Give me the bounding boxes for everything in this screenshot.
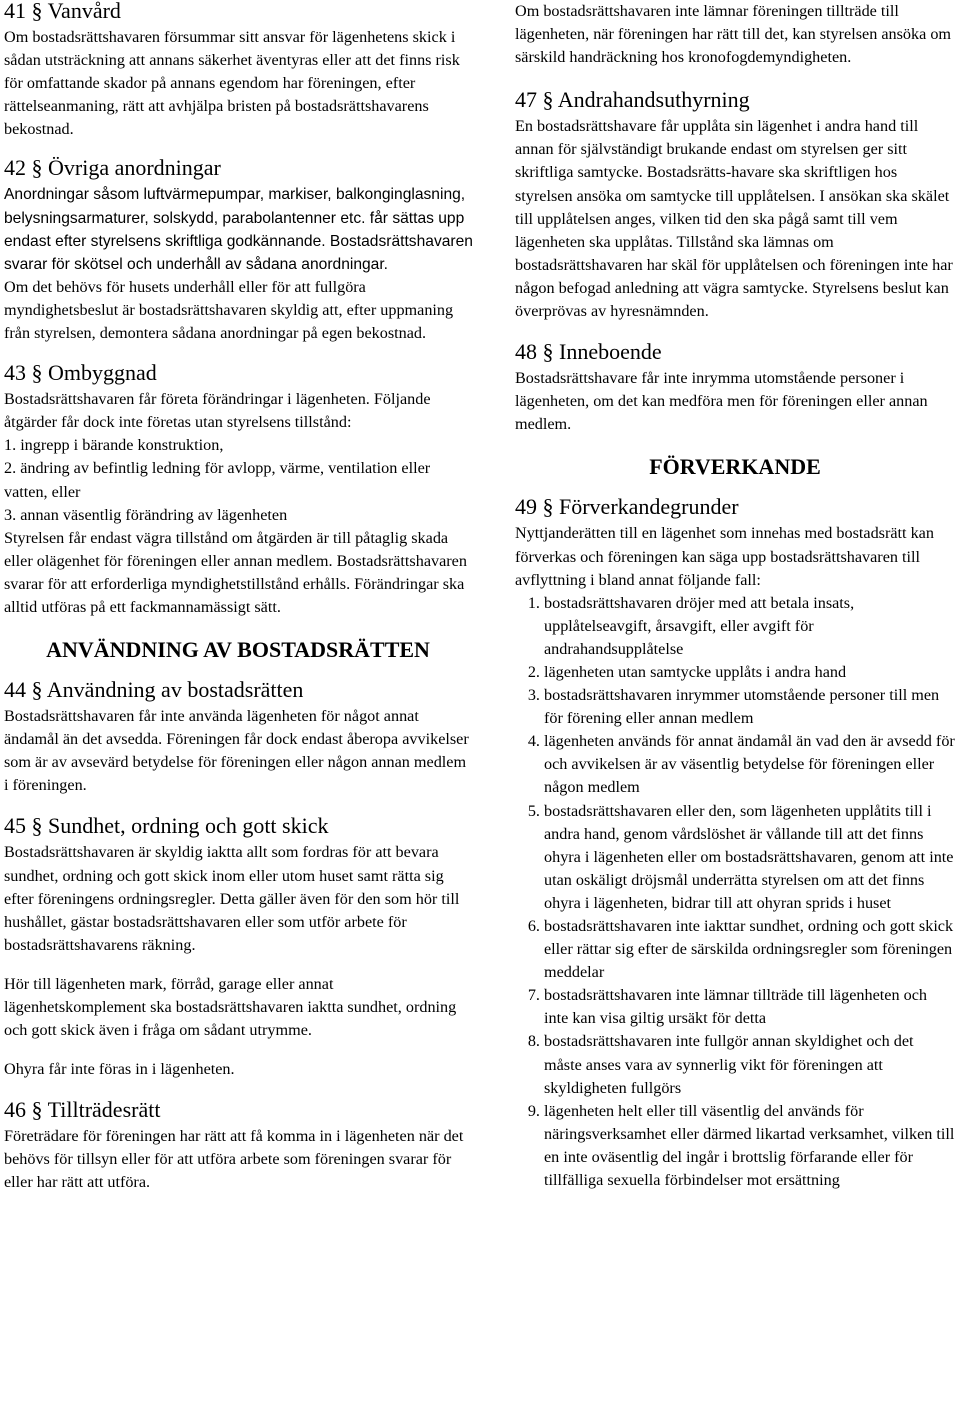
list-item: 1. ingrepp i bärande konstruktion, (4, 436, 224, 455)
part-heading: FÖRVERKANDE (649, 454, 821, 480)
list-item: 2. lägenheten utan samtycke upplåts i andra hand (544, 661, 955, 684)
section-text: Företrädare för föreningen har rätt att få komma in i lägenheten när det behövs för tillsyn eller för att utföra arbete som föreningen svarar för eller har rätt att utföra. (4, 1127, 464, 1192)
section-41 (4, 0, 474, 141)
list-item: 6. bostadsrättshavaren inte iakttar sundhet, ordning och gott skick eller rättar sig efter de särskilda ordningsregler som föreningen meddelar (544, 915, 955, 984)
list-item: 1. bostadsrättshavaren dröjer med att betala insats, upplåtelseavgift, årsavgift, eller avgift för andrahandsupplåtelse (544, 592, 955, 661)
list-item: 7. bostadsrättshavaren inte lämnar tillträde till lägenheten och inte kan visa giltig ursäkt för detta (544, 984, 955, 1030)
section-heading: 49 § Förverkandegrunder (515, 494, 739, 520)
left-column (4, 0, 474, 1195)
section-text: En bostadsrättshavare får upplåta sin lägenhet i andra hand till annan för självständigt brukande endast om styrelsen ger sitt skriftliga samtycke. Bostadsrätts-havare ska skriftligen hos styrelsen ansöka om samtycke till upplåtelsen. I ansökan ska skälet till upplåtelsen anges, vilken tid den ska pågå samt till vem lägenheten ska upplåtas. Tillstånd ska lämnas om bostadsrättshavaren har skäl för upplåtelsen och föreningen inte har någon befogad anledning att vägra samtycke. Styrelsens beslut kan överprövas av hyresnämnden. (515, 117, 953, 321)
section-heading: 41 § Vanvård (4, 0, 121, 23)
section-46 (4, 1097, 474, 1194)
forfeiture-list (515, 592, 955, 1192)
section-text: Bostadsrättshavaren får företa förändringar i lägenheten. Följande åtgärder får dock inte företas utan styrelsens tillstånd: (4, 390, 431, 432)
section-text: Ohyra får inte föras in i lägenheten. (4, 1060, 235, 1079)
list-item: 3. bostadsrättshavaren inrymmer utomstående personer till men för förening eller annan medlem (544, 684, 955, 730)
right-column (515, 0, 955, 1192)
section-text: Bostadsrättshavaren får inte använda lägenheten för något annat ändamål än det avsedda. Föreningen får dock endast åberopa avvikelser som är av avsevärd betydelse för föreningen eller någon annan medlem i föreningen. (4, 707, 469, 795)
section-heading: 47 § Andrahandsuthyrning (515, 87, 750, 113)
list-item: 2. ändring av befintlig ledning för avlopp, värme, ventilation eller vatten, eller (4, 459, 431, 501)
part-heading: ANVÄNDNING AV BOSTADSRÄTTEN (46, 637, 430, 663)
section-heading: 44 § Användning av bostadsrätten (4, 677, 304, 703)
section-heading: 45 § Sundhet, ordning och gott skick (4, 813, 329, 839)
section-48 (515, 339, 955, 436)
section-text: Styrelsen får endast vägra tillstånd om åtgärden är till påtaglig skada eller olägenhet för föreningen eller annan medlem. Bostadsrättshavaren svarar för att erforderliga myndighetstillstånd erhålls. Förändringar ska alltid utföras på ett fackmannamässigt sätt. (4, 528, 467, 616)
list-item: 5. bostadsrättshavaren eller den, som lägenheten upplåtits till i andra hand, genom vårdslöshet är vållande till att det finns ohyra i lägenheten eller om bostadsrättshavaren, genom att inte utan oskäligt dröjsmål underrätta styrelsen om att det finns ohyra i lägenheten, bidrar till att ohyran sprids i huset (544, 800, 955, 915)
section-47 (515, 87, 955, 323)
section-text: Om bostadsrättshavaren försummar sitt ansvar för lägenhetens skick i sådan utsträckning att annans säkerhet äventyras eller att det finns risk för omfattande skador på annans egendom har föreningen, efter rättelseanmaning, rätt att avhjälpa bristen på bostadsrättshavarens bekostnad. (4, 28, 460, 139)
section-45 (4, 813, 474, 1081)
section-text: Bostadsrättshavare får inte inrymma utomstående personer i lägenheten, om det kan medföra men för föreningen eller annan medlem. (515, 369, 928, 434)
section-heading: 48 § Inneboende (515, 339, 662, 365)
section-heading: 46 § Tillträdesrätt (4, 1097, 161, 1123)
list-item: 3. annan väsentlig förändring av lägenheten (4, 505, 288, 524)
section-text: Hör till lägenheten mark, förråd, garage eller annat lägenhetskomplement ska bostadsrättshavaren iaktta sundhet, ordning och gott skick även i fråga om sådant utrymme. (4, 974, 457, 1040)
section-heading: 42 § Övriga anordningar (4, 155, 221, 181)
section-text: Om det behövs för husets underhåll eller för att fullgöra myndighetsbeslut är bostadsrättshavaren skyldig att, efter uppmaning från styrelsen, demontera sådana anordningar på egen bekostnad. (4, 277, 454, 343)
section-49 (515, 494, 955, 1192)
section-text: Anordningar såsom luftvärmepumpar, markiser, balkonginglasning, belysningsarmaturer, solskydd, parabolantenner etc. får sättas upp endast efter styrelsens skriftliga godkännande. Bostadsrättshavaren svarar för skötsel och underhåll av sådana anordningar. (4, 186, 473, 273)
section-42 (4, 155, 474, 345)
section-43 (4, 360, 474, 619)
list-item: 4. lägenheten används för annat ändamål än vad den är avsedd för och avvikelsen är av väsentlig betydelse för föreningen eller någon medlem (544, 730, 955, 799)
section-44 (4, 677, 474, 797)
section-text-continued: Om bostadsrättshavaren inte lämnar föreningen tillträde till lägenheten, när föreningen har rätt till det, kan styrelsen ansöka om särskild handräckning hos kronofogdemyndigheten. (515, 2, 952, 67)
section-text: Nyttjanderätten till en lägenhet som innehas med bostadsrätt kan förverkas och föreningen kan säga upp bostadsrättshavaren till avflyttning i bland annat följande fall: (515, 524, 934, 589)
section-heading: 43 § Ombyggnad (4, 360, 157, 386)
section-text: Bostadsrättshavaren är skyldig iaktta allt som fordras för att bevara sundhet, ordning och gott skick inom eller utom huset samt rätta sig efter föreningens ordningsregler. Detta gäller även för den som hör till hushållet, gästar bostadsrättshavaren eller som utför arbete för bostadsrättshavarens räkning. (4, 843, 460, 954)
list-item: 8. bostadsrättshavaren inte fullgör annan skyldighet och det måste anses vara av synnerlig vikt för föreningen att skyldigheten fullgörs (544, 1030, 955, 1099)
list-item: 9. lägenheten helt eller till väsentlig del används för näringsverksamhet eller därmed likartad verksamhet, vilken till en inte oväsentlig del ingår i brottslig förfarande eller för tillfälliga sexuella förbindelser mot ersättning (544, 1100, 955, 1192)
